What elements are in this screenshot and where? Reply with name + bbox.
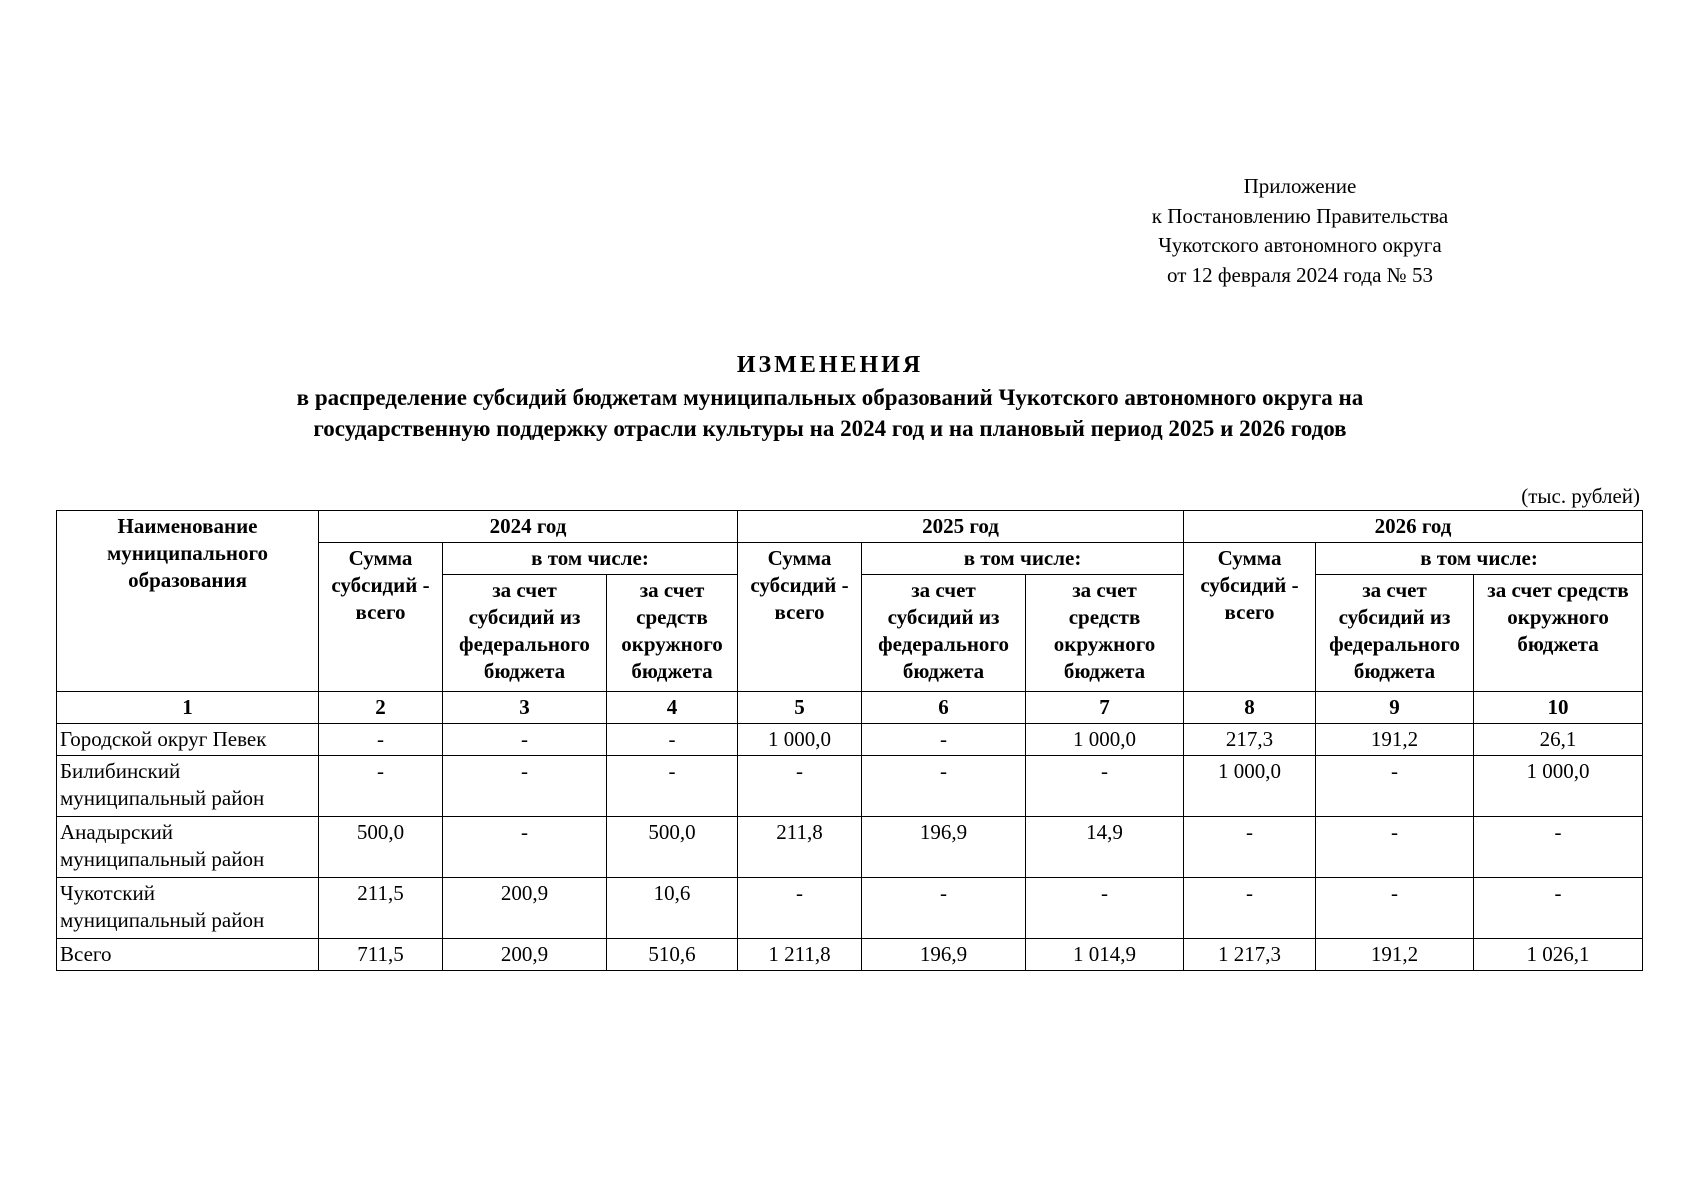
header-total-2024: Сумма субсидий - всего <box>319 543 443 692</box>
table-cell: 200,9 <box>443 878 607 939</box>
table-cell: 1 217,3 <box>1184 939 1316 971</box>
table-cell: - <box>319 724 443 756</box>
table-cell: - <box>1184 817 1316 878</box>
table-cell: 1 211,8 <box>738 939 862 971</box>
municipality-name: Анадырский муниципальный район <box>57 817 319 878</box>
table-cell: 1 000,0 <box>1474 756 1643 817</box>
table-cell: 1 026,1 <box>1474 939 1643 971</box>
table-cell: 1 000,0 <box>1184 756 1316 817</box>
header-including-2025: в том числе: <box>862 543 1184 575</box>
table-cell: 14,9 <box>1026 817 1184 878</box>
column-number: 6 <box>862 692 1026 724</box>
table-cell: 26,1 <box>1474 724 1643 756</box>
table-row-total <box>57 939 1643 971</box>
table-cell: 500,0 <box>319 817 443 878</box>
header-municipality: Наименование муниципального образования <box>57 511 319 692</box>
municipality-name: Чукотский муниципальный район <box>57 878 319 939</box>
table-row <box>57 817 1643 878</box>
column-number: 2 <box>319 692 443 724</box>
header-regional-2024: за счет средств окружного бюджета <box>607 575 738 692</box>
title-subtitle-line: в распределение субсидий бюджетам муниципальных образований Чукотского автономного округа на <box>296 385 1364 410</box>
column-number: 5 <box>738 692 862 724</box>
table-cell: - <box>862 756 1026 817</box>
title-main: ИЗМЕНЕНИЯ <box>736 352 924 378</box>
header-year-2024: 2024 год <box>319 511 738 543</box>
table-cell: - <box>1474 817 1643 878</box>
header-federal-2026: за счет субсидий из федерального бюджета <box>1316 575 1474 692</box>
appendix-line: к Постановлению Правительства <box>1151 203 1449 228</box>
table-cell: - <box>738 878 862 939</box>
table-cell: 1 000,0 <box>738 724 862 756</box>
column-number: 9 <box>1316 692 1474 724</box>
column-number: 3 <box>443 692 607 724</box>
column-number: 10 <box>1474 692 1643 724</box>
table-cell: - <box>862 724 1026 756</box>
column-number: 8 <box>1184 692 1316 724</box>
municipality-name: Всего <box>57 939 319 971</box>
appendix-line: от 12 февраля 2024 года № 53 <box>1167 262 1433 287</box>
table-cell: - <box>1184 878 1316 939</box>
table-cell: 191,2 <box>1316 939 1474 971</box>
table-cell: 510,6 <box>607 939 738 971</box>
column-number: 1 <box>57 692 319 724</box>
table-row <box>57 878 1643 939</box>
table-cell: - <box>607 756 738 817</box>
table-cell: 500,0 <box>607 817 738 878</box>
table-row <box>57 756 1643 817</box>
table-cell: 196,9 <box>862 939 1026 971</box>
table-cell: 1 014,9 <box>1026 939 1184 971</box>
subsidy-table <box>56 510 1643 971</box>
header-including-2024: в том числе: <box>443 543 738 575</box>
column-number: 4 <box>607 692 738 724</box>
table-cell: - <box>1474 878 1643 939</box>
header-total-2026: Сумма субсидий - всего <box>1184 543 1316 692</box>
appendix-line: Приложение <box>1243 174 1357 198</box>
title-subtitle-line: государственную поддержку отрасли культуры на 2024 год и на плановый период 2025 и 2026 годов <box>313 416 1347 441</box>
table-cell: - <box>1316 878 1474 939</box>
header-regional-2026: за счет средств окружного бюджета <box>1474 575 1643 692</box>
header-total-2025: Сумма субсидий - всего <box>738 543 862 692</box>
header-including-2026: в том числе: <box>1316 543 1643 575</box>
table-cell: 196,9 <box>862 817 1026 878</box>
table-cell: - <box>862 878 1026 939</box>
table-cell: - <box>1316 756 1474 817</box>
table-cell: - <box>443 817 607 878</box>
appendix-line: Чукотского автономного округа <box>1158 233 1442 257</box>
table-cell: 217,3 <box>1184 724 1316 756</box>
table-cell: - <box>738 756 862 817</box>
table-cell: 10,6 <box>607 878 738 939</box>
column-number: 7 <box>1026 692 1184 724</box>
header-federal-2024: за счет субсидий из федерального бюджета <box>443 575 607 692</box>
header-federal-2025: за счет субсидий из федерального бюджета <box>862 575 1026 692</box>
table-cell: - <box>1316 817 1474 878</box>
table-cell: 711,5 <box>319 939 443 971</box>
header-year-2025: 2025 год <box>738 511 1184 543</box>
table-cell: 211,8 <box>738 817 862 878</box>
municipality-name: Городской округ Певек <box>57 724 319 756</box>
header-year-2026: 2026 год <box>1184 511 1643 543</box>
units-label: (тыс. рублей) <box>1521 484 1640 508</box>
document-title <box>90 350 1570 444</box>
table-cell: - <box>319 756 443 817</box>
table-cell: - <box>1026 878 1184 939</box>
table-cell: - <box>1026 756 1184 817</box>
column-number-row <box>57 692 1643 724</box>
table-cell: - <box>443 724 607 756</box>
municipality-name: Билибинский муниципальный район <box>57 756 319 817</box>
table-cell: - <box>443 756 607 817</box>
appendix-block <box>1150 172 1450 290</box>
table-cell: 191,2 <box>1316 724 1474 756</box>
header-row-years <box>57 511 1643 543</box>
table-cell: 200,9 <box>443 939 607 971</box>
table-row <box>57 724 1643 756</box>
table-cell: - <box>607 724 738 756</box>
header-regional-2025: за счет средств окружного бюджета <box>1026 575 1184 692</box>
table-cell: 1 000,0 <box>1026 724 1184 756</box>
table-cell: 211,5 <box>319 878 443 939</box>
